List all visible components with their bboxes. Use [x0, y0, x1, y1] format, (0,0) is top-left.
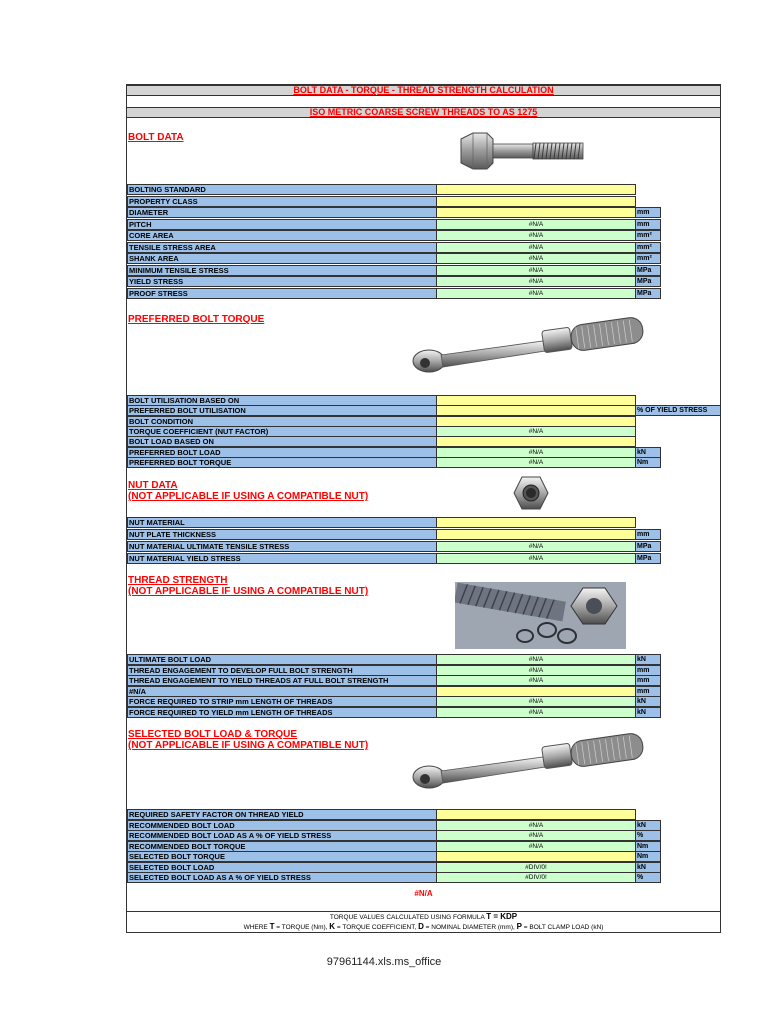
row-label: THREAD ENGAGEMENT TO DEVELOP FULL BOLT STRENGTH [127, 665, 437, 676]
bolt-data-heading: BOLT DATA [128, 132, 184, 143]
computed-value-cell: #N/A [436, 253, 636, 264]
row-label: PREFERRED BOLT UTILISATION [127, 405, 437, 416]
row-unit: % [635, 830, 661, 841]
row-unit: % [635, 872, 661, 883]
row-unit: mm² [635, 242, 661, 253]
torque-wrench-image-2 [403, 731, 653, 811]
row-label: PROOF STRESS [127, 288, 437, 299]
row-label: TORQUE COEFFICIENT (NUT FACTOR) [127, 426, 437, 437]
computed-value-cell: #N/A [436, 288, 636, 299]
thread-strength-heading: THREAD STRENGTH [128, 575, 228, 586]
row-label: RECOMMENDED BOLT LOAD AS A % OF YIELD STRESS [127, 830, 437, 841]
legend-text-a: WHERE [243, 924, 270, 931]
computed-value-cell: #DIV/0! [436, 872, 636, 883]
table-row [127, 265, 720, 276]
row-label: PITCH [127, 219, 437, 230]
row-unit: MPa [635, 541, 661, 552]
row-label: RECOMMENDED BOLT LOAD [127, 820, 437, 831]
row-label: BOLTING STANDARD [127, 184, 437, 195]
computed-value-cell: #N/A [436, 707, 636, 718]
computed-value-cell: #N/A [436, 426, 636, 437]
computed-value-cell: #N/A [436, 457, 636, 468]
row-label: YIELD STRESS [127, 276, 437, 287]
legend-symbol-k: K [329, 922, 336, 931]
row-unit: mm [635, 665, 661, 676]
row-unit: mm [635, 529, 661, 540]
row-unit: mm [635, 675, 661, 686]
legend-symbol-t: T [269, 922, 275, 931]
row-label: DIAMETER [127, 207, 437, 218]
selected-note: (NOT APPLICABLE IF USING A COMPATIBLE NUT) [128, 740, 369, 751]
computed-value-cell: #N/A [436, 447, 636, 458]
legend-text-c: = TORQUE COEFFICIENT, [335, 924, 419, 931]
row-unit: mm² [635, 230, 661, 241]
row-unit: MPa [635, 553, 661, 564]
row-unit: kN [635, 447, 661, 458]
input-cell[interactable] [436, 851, 636, 862]
row-label: BOLT UTILISATION BASED ON [127, 395, 437, 406]
row-unit: Nm [635, 841, 661, 852]
input-cell[interactable] [436, 686, 636, 697]
table-row [127, 665, 720, 676]
computed-value-cell: #N/A [436, 219, 636, 230]
row-unit: kN [635, 654, 661, 665]
table-row [127, 654, 720, 665]
row-unit: mm [635, 686, 661, 697]
legend-text-d: = NOMINAL DIAMETER (mm), [423, 924, 517, 931]
row-unit: kN [635, 862, 661, 873]
table-row [127, 517, 720, 528]
table-row [127, 862, 720, 873]
row-label: PREFERRED BOLT TORQUE [127, 457, 437, 468]
row-label: REQUIRED SAFETY FACTOR ON THREAD YIELD [127, 809, 437, 820]
sheet-subtitle: ISO METRIC COARSE SCREW THREADS TO AS 1275 [127, 107, 720, 118]
computed-value-cell: #N/A [436, 541, 636, 552]
computed-value-cell: #N/A [436, 665, 636, 676]
table-row [127, 253, 720, 264]
row-label: BOLT CONDITION [127, 416, 437, 427]
calculation-sheet [126, 84, 721, 933]
table-row [127, 230, 720, 241]
bolt-image [459, 131, 589, 171]
row-unit: MPa [635, 276, 661, 287]
row-label: NUT MATERIAL ULTIMATE TENSILE STRESS [127, 541, 437, 552]
formula-line [127, 912, 720, 922]
computed-value-cell: #N/A [436, 242, 636, 253]
row-unit: % OF YIELD STRESS [635, 405, 721, 416]
table-row [127, 675, 720, 686]
table-row [127, 872, 720, 883]
preferred-torque-heading: PREFERRED BOLT TORQUE [128, 314, 265, 325]
row-label: SHANK AREA [127, 253, 437, 264]
formula: T = KDP [486, 912, 518, 921]
legend-text-b: = TORQUE (Nm), [274, 924, 330, 931]
table-row [127, 686, 720, 697]
row-unit: MPa [635, 265, 661, 276]
table-row [127, 207, 720, 218]
input-cell[interactable] [436, 207, 636, 218]
computed-value-cell: #N/A [436, 820, 636, 831]
nut-data-note: (NOT APPLICABLE IF USING A COMPATIBLE NUT) [128, 491, 369, 502]
input-cell[interactable] [436, 196, 636, 207]
row-label: PREFERRED BOLT LOAD [127, 447, 437, 458]
row-label: FORCE REQUIRED TO YIELD mm LENGTH OF THREADS [127, 707, 437, 718]
computed-value-cell: #N/A [436, 230, 636, 241]
row-unit: Nm [635, 457, 661, 468]
table-row [127, 851, 720, 862]
table-row [127, 809, 720, 820]
row-unit: Nm [635, 851, 661, 862]
table-row [127, 219, 720, 230]
torque-wrench-image [403, 315, 653, 395]
selected-heading: SELECTED BOLT LOAD & TORQUE [128, 729, 298, 740]
thread-strength-note: (NOT APPLICABLE IF USING A COMPATIBLE NUT) [128, 586, 369, 597]
row-label: NUT PLATE THICKNESS [127, 529, 437, 540]
table-row [127, 288, 720, 299]
table-row [127, 820, 720, 831]
row-label: RECOMMENDED BOLT TORQUE [127, 841, 437, 852]
table-row [127, 696, 720, 707]
table-row [127, 529, 720, 540]
row-label: TENSILE STRESS AREA [127, 242, 437, 253]
computed-value-cell: #N/A [436, 265, 636, 276]
row-label: ULTIMATE BOLT LOAD [127, 654, 437, 665]
input-cell[interactable] [436, 529, 636, 540]
table-row [127, 841, 720, 852]
table-row [127, 276, 720, 287]
nut-data-heading: NUT DATA [128, 480, 178, 491]
table-row [127, 541, 720, 552]
computed-value-cell: #N/A [436, 675, 636, 686]
thread-inserts-image [455, 582, 626, 649]
row-label: SELECTED BOLT LOAD AS A % OF YIELD STRESS [127, 872, 437, 883]
legend-symbol-p: P [516, 922, 522, 931]
row-label: THREAD ENGAGEMENT TO YIELD THREADS AT FULL BOLT STRENGTH [127, 675, 437, 686]
row-unit: MPa [635, 288, 661, 299]
legend-text-e: = BOLT CLAMP LOAD (kN) [521, 924, 604, 931]
computed-value-cell: #N/A [436, 553, 636, 564]
row-unit: kN [635, 696, 661, 707]
row-unit: mm [635, 219, 661, 230]
table-row [127, 553, 720, 564]
computed-value-cell: #N/A [436, 830, 636, 841]
nut-image [513, 475, 549, 511]
computed-value-cell: #N/A [436, 696, 636, 707]
row-label: CORE AREA [127, 230, 437, 241]
row-label: SELECTED BOLT TORQUE [127, 851, 437, 862]
row-label: MINIMUM TENSILE STRESS [127, 265, 437, 276]
formula-legend [127, 922, 720, 932]
input-cell[interactable] [436, 809, 636, 820]
row-label: #N/A [127, 686, 437, 697]
computed-value-cell: #N/A [436, 276, 636, 287]
input-cell[interactable] [436, 184, 636, 195]
computed-value-cell: #N/A [436, 841, 636, 852]
table-row [127, 457, 720, 468]
row-label: PROPERTY CLASS [127, 196, 437, 207]
row-unit: kN [635, 820, 661, 831]
row-label: NUT MATERIAL YIELD STRESS [127, 553, 437, 564]
row-label: FORCE REQUIRED TO STRIP mm LENGTH OF THREADS [127, 696, 437, 707]
table-row [127, 196, 720, 207]
computed-value-cell: #N/A [436, 654, 636, 665]
row-label: SELECTED BOLT LOAD [127, 862, 437, 873]
row-unit: mm² [635, 253, 661, 264]
row-unit: mm [635, 207, 661, 218]
table-row [127, 242, 720, 253]
file-caption: 97961144.xls.ms_office [326, 956, 442, 968]
row-label: BOLT LOAD BASED ON [127, 436, 437, 447]
sheet-title: BOLT DATA - TORQUE - THREAD STRENGTH CALCULATION [127, 85, 720, 96]
table-row [127, 707, 720, 718]
row-label: NUT MATERIAL [127, 517, 437, 528]
formula-prefix: TORQUE VALUES CALCULATED USING FORMULA [329, 914, 487, 921]
table-row [127, 830, 720, 841]
table-row [127, 184, 720, 195]
legend-symbol-d: D [418, 922, 424, 931]
row-unit: kN [635, 707, 661, 718]
computed-value-cell: #DIV/0! [436, 862, 636, 873]
input-cell[interactable] [436, 517, 636, 528]
error-indicator: #N/A [414, 889, 433, 898]
